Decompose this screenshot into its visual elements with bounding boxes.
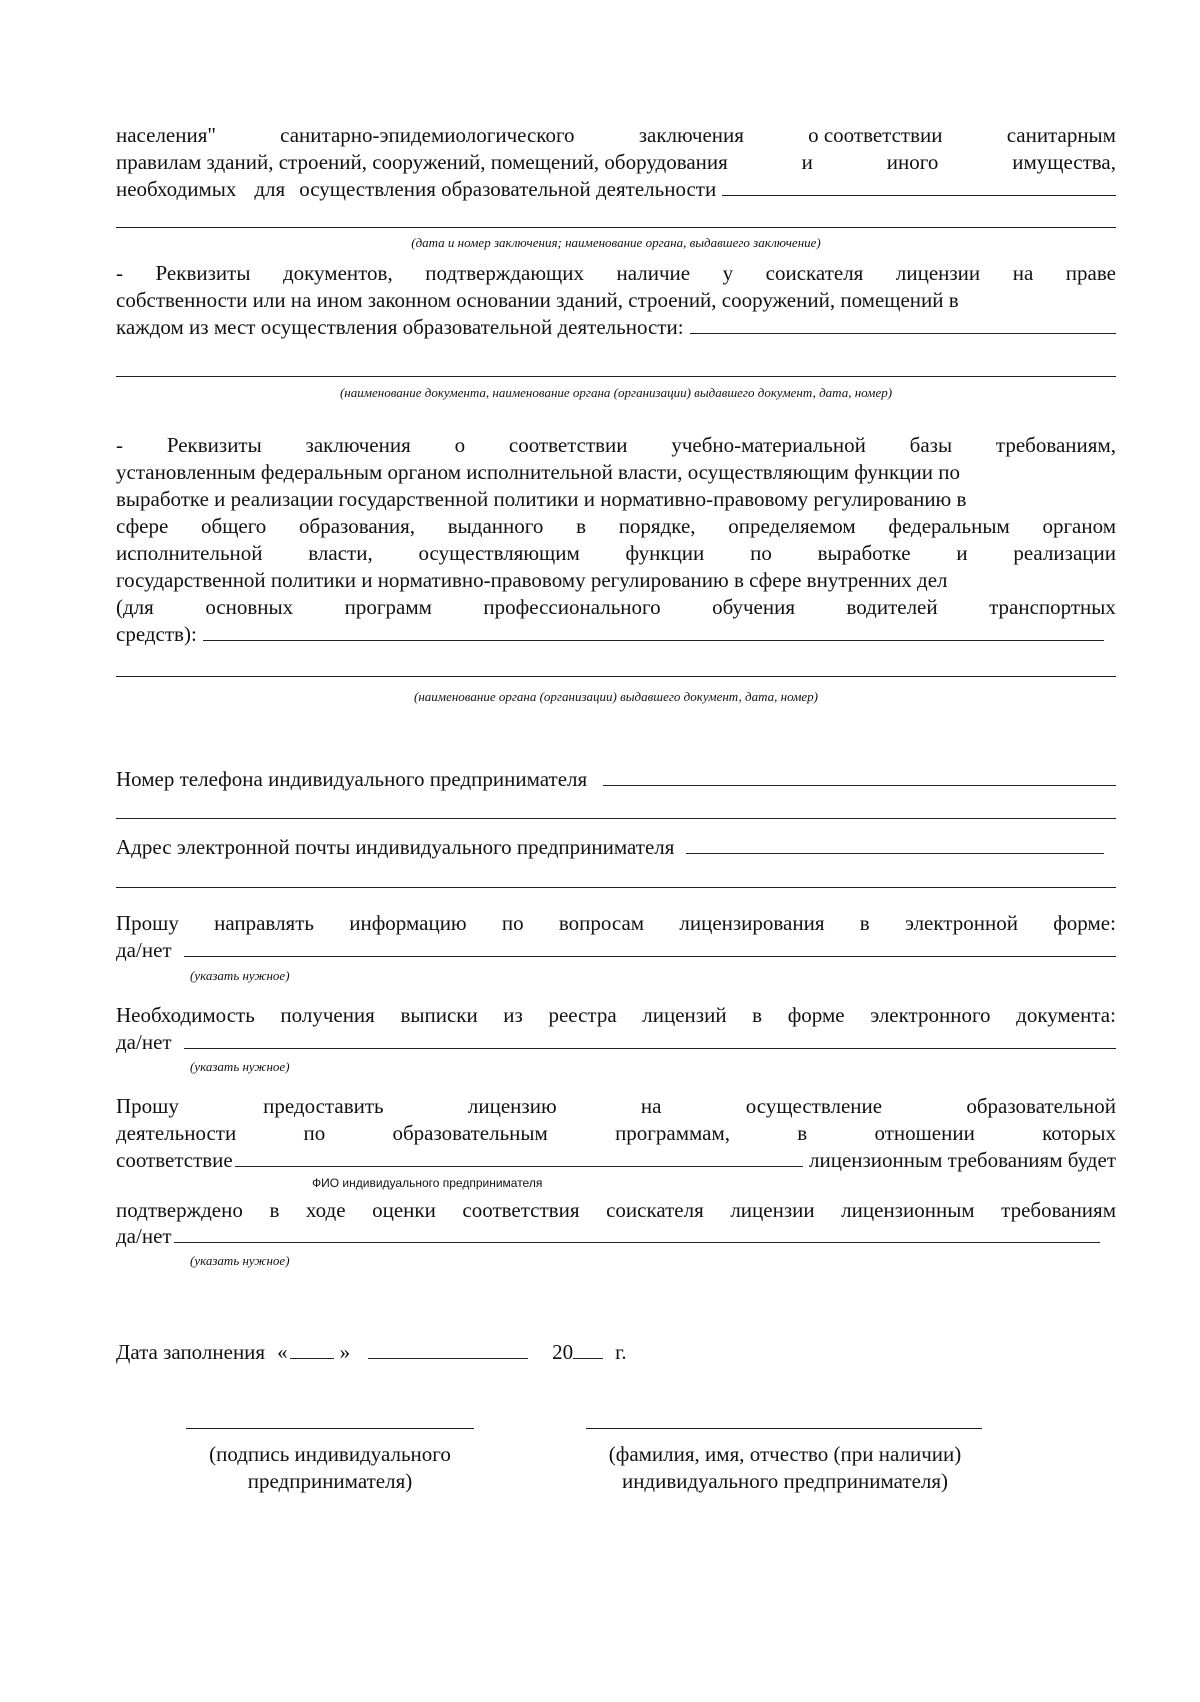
- text-word: осуществления образовательной деятельности: [299, 177, 717, 201]
- text-word: в: [797, 1121, 808, 1145]
- email-label: Адрес электронной почты индивидуального предпринимателя: [116, 835, 675, 859]
- license-request-line5: [116, 1223, 1100, 1250]
- full-name-line[interactable]: [586, 1428, 982, 1429]
- fio-caption: ФИО индивидуального предпринимателя: [312, 1176, 543, 1190]
- text-word: оценки: [372, 1198, 436, 1222]
- date-row: [116, 1339, 676, 1366]
- text-word: лицензию: [467, 1094, 557, 1118]
- text-word: соответствие: [116, 1148, 233, 1172]
- text-word: иного: [886, 150, 939, 174]
- text-word: соискателя: [765, 261, 864, 285]
- text-word: основных: [205, 595, 294, 619]
- block3-line6: [116, 567, 1116, 594]
- electronic-info-input-line[interactable]: [184, 938, 1116, 957]
- email-input-line-2[interactable]: [116, 887, 1116, 888]
- phone-label: Номер телефона индивидуального предпринимателя: [116, 767, 588, 791]
- text-word: о: [454, 433, 466, 457]
- text-word: органом: [1042, 514, 1116, 538]
- text-word: о соответствии: [808, 123, 943, 147]
- text-word: форме:: [1053, 911, 1116, 935]
- text-word: форме: [787, 1003, 845, 1027]
- text-word: предоставить: [263, 1094, 384, 1118]
- text-word: базы: [909, 433, 953, 457]
- text-word: образовательной: [966, 1094, 1116, 1118]
- material-base-caption: (наименование органа (организации) выдавшего документ, дата, номер): [414, 689, 818, 704]
- text-word: требованиям: [1001, 1198, 1116, 1222]
- text-word: документа:: [1016, 1003, 1116, 1027]
- license-request-caption: (указать нужное): [190, 1253, 290, 1268]
- block3-line5: [116, 540, 1116, 567]
- extract-line2: [116, 1029, 1116, 1056]
- text-word: выписки: [400, 1003, 478, 1027]
- electronic-info-line1: [116, 910, 1116, 937]
- text-word: в: [752, 1003, 763, 1027]
- full-name-caption-line1: (фамилия, имя, отчество (при наличии): [608, 1442, 962, 1466]
- text-line: государственной политики и нормативно-правовому регулированию в сфере внутренних дел: [116, 568, 948, 592]
- text-word: документов,: [282, 261, 393, 285]
- text-word: деятельности: [116, 1121, 237, 1145]
- conclusion-input-line[interactable]: [722, 177, 1116, 196]
- text-word: реестра: [548, 1003, 617, 1027]
- text-word: Необходимость: [116, 1003, 255, 1027]
- text-word: лицензирования: [679, 911, 825, 935]
- phone-input-line[interactable]: [603, 767, 1116, 786]
- text-word: на: [640, 1094, 662, 1118]
- text-word: осуществляющим: [418, 541, 580, 565]
- license-request-line2: [116, 1120, 1116, 1147]
- text-word: электронного: [870, 1003, 991, 1027]
- text-word: Реквизиты: [155, 261, 251, 285]
- yes-no-label: да/нет: [116, 938, 172, 962]
- block2-line1: [116, 260, 1116, 287]
- signature-caption-line1: (подпись индивидуального: [209, 1442, 451, 1466]
- text-word: в: [576, 514, 586, 538]
- text-word: лицензии: [895, 261, 981, 285]
- block1-line3: [116, 176, 1116, 203]
- text-word: сфере: [116, 514, 169, 538]
- block2-line2: [116, 287, 1116, 314]
- date-label: Дата заполнения: [116, 1340, 266, 1364]
- conclusion-caption: (дата и номер заключения; наименование органа, выдавшего заключение): [411, 235, 821, 250]
- text-word: соискателя: [606, 1198, 704, 1222]
- yes-no-label: да/нет: [116, 1030, 172, 1054]
- text-word: Реквизиты: [166, 433, 262, 457]
- email-input-line[interactable]: [686, 835, 1104, 854]
- year-input-line[interactable]: [573, 1340, 603, 1359]
- text-word: лицензии: [730, 1198, 815, 1222]
- text-word: функции: [625, 541, 705, 565]
- text-word: средств):: [116, 622, 197, 646]
- text-word: по: [303, 1121, 326, 1145]
- text-word: федеральным: [888, 514, 1010, 538]
- year-suffix: г.: [615, 1340, 627, 1364]
- text-word: и: [956, 541, 968, 565]
- text-line: собственности или на ином законном основании зданий, строений, сооружений, помещений в: [116, 288, 959, 312]
- extract-line1: [116, 1002, 1116, 1029]
- email-row: [116, 834, 1104, 861]
- electronic-info-line2: [116, 937, 1116, 964]
- text-word: определяемом: [728, 514, 856, 538]
- text-word: обучения: [712, 595, 795, 619]
- text-word: соответствия: [462, 1198, 580, 1222]
- text-word: Прошу: [116, 911, 179, 935]
- text-word: программам,: [615, 1121, 731, 1145]
- full-name-caption-line2: индивидуального предпринимателя): [621, 1469, 949, 1493]
- yes-no-label: да/нет: [116, 1224, 172, 1248]
- text-word: программ: [344, 595, 432, 619]
- text-word: водителей: [846, 595, 938, 619]
- text-word: власти,: [308, 541, 373, 565]
- text-word: образовательным: [392, 1121, 548, 1145]
- license-request-input-line[interactable]: [174, 1224, 1100, 1243]
- text-word: учебно-материальной: [671, 433, 866, 457]
- text-word: лицензий: [642, 1003, 727, 1027]
- text-word: праве: [1065, 261, 1116, 285]
- documents-caption: (наименование документа, наименование органа (организации) выдавшего документ, дата, номер): [339, 385, 893, 400]
- text-line: выработке и реализации государственной политики и нормативно-правовому регулированию в: [116, 487, 967, 511]
- block1-line1: [116, 122, 1116, 149]
- text-word: информацию: [349, 911, 467, 935]
- year-century: 20: [552, 1340, 574, 1364]
- text-word: направлять: [214, 911, 314, 935]
- text-word: на: [1012, 261, 1034, 285]
- text-word: выданного: [447, 514, 544, 538]
- material-base-input-line[interactable]: [203, 622, 1104, 641]
- phone-input-line-2[interactable]: [116, 818, 1116, 819]
- close-quote: »: [339, 1340, 351, 1364]
- text-word: у: [722, 261, 734, 285]
- text-word: реализации: [1013, 541, 1116, 565]
- text-word: электронной: [904, 911, 1018, 935]
- text-word: ходе: [305, 1198, 346, 1222]
- phone-row: [116, 766, 1116, 793]
- month-input-line[interactable]: [368, 1340, 528, 1359]
- text-word: получения: [280, 1003, 375, 1027]
- text-word: необходимых: [116, 177, 237, 201]
- text-word: общего: [201, 514, 267, 538]
- block3-line1: [116, 432, 1116, 459]
- text-word: требованиям,: [995, 433, 1116, 457]
- electronic-info-caption: (указать нужное): [190, 968, 290, 983]
- extract-caption: (указать нужное): [190, 1059, 290, 1074]
- text-word: имущества,: [1012, 150, 1116, 174]
- block1-line2: [116, 149, 1116, 176]
- text-word: исполнительной: [116, 541, 263, 565]
- block2-line3: [116, 314, 1116, 341]
- conclusion-input-line-2[interactable]: [116, 227, 1116, 228]
- text-word: соответствии: [508, 433, 628, 457]
- text-word: Прошу: [116, 1094, 179, 1118]
- text-word: -: [116, 433, 123, 457]
- extract-input-line[interactable]: [184, 1030, 1116, 1049]
- signature-caption-line2: предпринимателя): [247, 1469, 413, 1493]
- license-request-line4: [116, 1197, 1116, 1224]
- text-word: которых: [1042, 1121, 1116, 1145]
- documents-input-line[interactable]: [690, 315, 1116, 334]
- text-word: для: [254, 177, 286, 201]
- block3-line4: [116, 513, 1116, 540]
- block3-line2: [116, 459, 1116, 486]
- text-word: отношении: [874, 1121, 975, 1145]
- day-input-line[interactable]: [290, 1340, 334, 1359]
- text-word: подтверждающих: [425, 261, 584, 285]
- text-word: заключения: [305, 433, 411, 457]
- license-request-line1: [116, 1093, 1116, 1120]
- material-base-input-line-2[interactable]: [116, 676, 1116, 677]
- fio-input-line[interactable]: [235, 1148, 803, 1167]
- text-word: санитарным: [1006, 123, 1116, 147]
- text-word: подтверждено: [116, 1198, 243, 1222]
- text-word: лицензионным: [841, 1198, 975, 1222]
- text-word: наличие: [616, 261, 691, 285]
- text-word: (для: [116, 595, 154, 619]
- text-line: установленным федеральным органом исполнительной власти, осуществляющим функции по: [116, 460, 960, 484]
- text-word: по: [501, 911, 524, 935]
- text-word: транспортных: [989, 595, 1116, 619]
- text-word: образования,: [299, 514, 416, 538]
- text-word: населения": [116, 123, 216, 147]
- documents-input-line-2[interactable]: [116, 376, 1116, 377]
- text-line: каждом из мест осуществления образовательной деятельности:: [116, 315, 684, 339]
- text-word: в: [269, 1198, 280, 1222]
- text-word: из: [503, 1003, 523, 1027]
- text-word: по: [750, 541, 772, 565]
- text-word: и: [801, 150, 813, 174]
- open-quote: «: [277, 1340, 288, 1364]
- text-word: в: [859, 911, 870, 935]
- signature-line[interactable]: [186, 1428, 474, 1429]
- text-word: профессионального: [483, 595, 661, 619]
- text-line: лицензионным требованиям будет: [809, 1148, 1116, 1172]
- text-word: осуществление: [745, 1094, 883, 1118]
- block3-line8: [116, 621, 1104, 648]
- text-word: заключения: [638, 123, 744, 147]
- text-word: правилам зданий, строений, сооружений, помещений, оборудования: [116, 150, 728, 174]
- text-word: вопросам: [558, 911, 645, 935]
- text-word: выработке: [817, 541, 911, 565]
- block3-line3: [116, 486, 1116, 513]
- text-word: санитарно-эпидемиологического: [280, 123, 575, 147]
- license-request-line3: [116, 1147, 1116, 1174]
- block3-line7: [116, 594, 1116, 621]
- text-word: -: [116, 261, 123, 285]
- text-word: порядке,: [618, 514, 696, 538]
